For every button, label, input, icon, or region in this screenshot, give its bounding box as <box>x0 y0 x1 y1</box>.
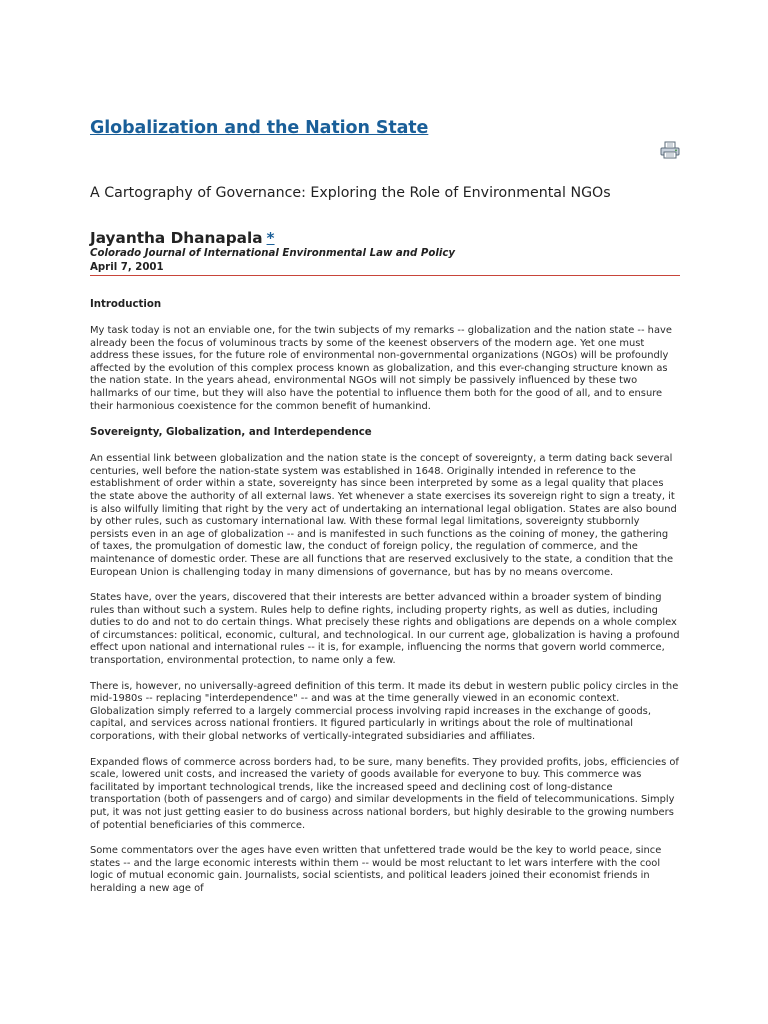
paragraph: Some commentators over the ages have even written that unfettered trade would be the key to world peace, since states -- and the large economic interests within them -- would be most reluctant to let wars interfere with the cool logic of mutual economic gain. Journalists, social scientists, and political leaders joined their economist friends in heralding a new age of <box>90 845 662 894</box>
journal-name: Colorado Journal of International Environmental Law and Policy <box>90 248 456 259</box>
author-note-link[interactable]: * <box>266 229 275 247</box>
page-title[interactable]: Globalization and the Nation State <box>90 118 429 138</box>
section-heading: Introduction <box>90 299 162 310</box>
section-heading: Sovereignty, Globalization, and Interdependence <box>90 427 372 439</box>
article-body <box>90 298 680 909</box>
paragraph: States have, over the years, discovered that their interests are better advanced within a broader system of binding rules than without such a system. Rules help to define rights, including property rights, as well as duties, including duties to do and not to do certain things. What precisely these rights and obligations are depends on a whole complex of circumstances: political, economic, cultural, and technological. In our current age, globalization is having a profound effect upon national and international rules -- it is, for example, influencing the norms that govern world commerce, transportation, environmental protection, to name only a few. <box>90 592 680 667</box>
author-line <box>90 228 275 247</box>
header-divider <box>90 275 680 276</box>
article-subtitle: A Cartography of Governance: Exploring the Role of Environmental NGOs <box>90 185 611 201</box>
print-icon[interactable] <box>660 141 680 159</box>
author-name: Jayantha Dhanapala <box>90 229 263 247</box>
paragraph: Expanded flows of commerce across borders had, to be sure, many benefits. They provided profits, jobs, efficiencies of scale, lowered unit costs, and increased the variety of goods available for everyone to buy. This commerce was facilitated by important technological trends, like the increased speed and declining cost of long-distance transportation (both of passengers and of cargo) and similar developments in the field of telecommunications. Simply put, it was not just getting easier to do business across national borders, but highly desirable to the growing numbers of potential beneficiaries of this commerce. <box>90 756 679 831</box>
paragraph: There is, however, no universally-agreed definition of this term. It made its debut in western public policy circles in the mid-1980s -- replacing "interdependence" -- and was at the time generally viewed in an economic context. Globalization simply referred to a largely commercial process involving rapid increases in the exchange of goods, capital, and services across national frontiers. It figured particularly in writings about the role of multinational corporations, with their global networks of vertically-integrated subsidiaries and affiliates. <box>90 680 679 743</box>
publication-date: April 7, 2001 <box>90 262 164 273</box>
paragraph: My task today is not an enviable one, for the twin subjects of my remarks -- globalization and the nation state -- have already been the focus of voluminous tracts by some of the keenest observers of the modern age. Yet one must address these issues, for the future role of environmental non-governmental organizations (NGOs) will be profoundly affected by the evolution of this complex process known as globalization, and this ever-changing structure known as the nation state. In the years ahead, environmental NGOs will not simply be passively influenced by these two hallmarks of our time, but they will also have the potential to influence them both for the good of all, and to ensure their harmonious coexistence for the common benefit of humankind. <box>90 325 672 412</box>
paragraph: An essential link between globalization and the nation state is the concept of sovereignty, a term dating back several centuries, well before the nation-state system was established in 1648. Originally intended in reference to the establishment of order within a state, sovereignty has since been interpreted by some as a legal quality that places the state above the authority of all external laws. Yet whenever a state exercises its sovereign right to sign a treaty, it is also wilfully limiting that right by the very act of undertaking an international legal obligation. States are also bound by other rules, such as customary international law. With these formal legal limitations, sovereignty stubbornly persists even in an age of globalization -- and is manifested in such functions as the coining of money, the gathering of taxes, the promulgation of domestic law, the conduct of foreign policy, the regulation of commerce, and the maintenance of domestic order. These are all functions that are reserved exclusively to the state, a condition that the European Union is challenging today in many dimensions of governance, but has by no means overcome. <box>90 453 677 578</box>
